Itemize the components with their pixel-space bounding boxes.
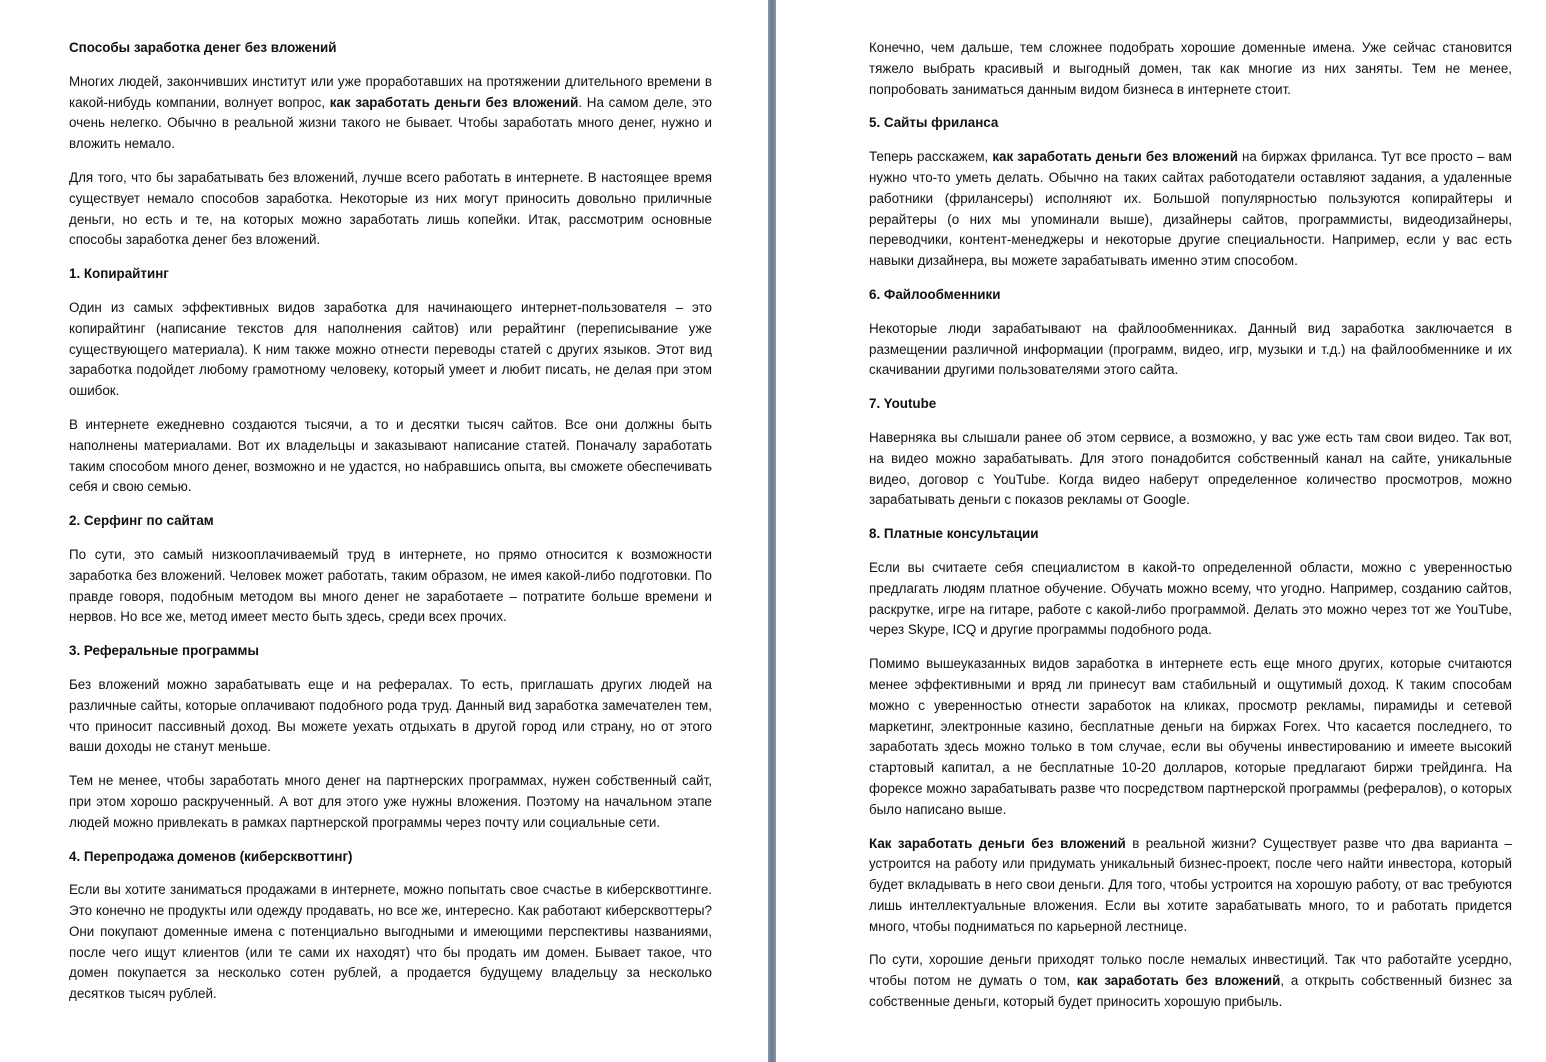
paragraph: Помимо вышеуказанных видов заработка в интернете есть еще много других, которые считаются менее эффективными и вряд ли принесут вам стабильный и ощутимый доход. К таким способам можно с уверенностью отнести заработок на кликах, просмотр рекламы, пирамиды и сетевой маркетинг, электронные казино, бесплатные деньги на биржах Forex. Что касается последнего, то заработать здесь можно только в том случае, если вы обучены инвестированию и имеете высокий стартовый капитал, а не бесплатные 10-20 долларов, которые предлагают биржи трейдинга. На форексе можно зарабатывать разве что посредством партнерской программы (рефералов), о которых было написано выше. [869, 656, 1512, 817]
paragraph: Один из самых эффективных видов заработка для начинающего интернет-пользователя – это копирайтинг (написание текстов для наполнения сайтов) или рерайтинг (переписывание уже существующего материала). К ним также можно отнести переводы статей с других языков. Этот вид заработка подойдет любому грамотному человеку, который умеет и любит писать, не делая при этом ошибок. [69, 299, 712, 399]
paragraph: По сути, это самый низкооплачиваемый труд в интернете, но прямо относится к возможности заработка без вложений. Человек может работать, таким образом, не имея какой-либо подготовки. По правде говоря, подобным методом вы много денег не заработаете – потратите больше времени и нервов. Но все же, метод имеет место быть здесь, среди всех прочих. [69, 546, 712, 625]
paragraph: Без вложений можно зарабатывать еще и на рефералах. То есть, приглашать других людей на различные сайты, которые оплачивают подобного рода труд. Данный вид заработка замечателен тем, что приносит пассивный доход. Вы можете уехать отдыхать в другой город или страну, но от этого ваши доходы не станут меньше. [69, 676, 712, 755]
heading-referrals: 3. Реферальные программы [69, 643, 259, 659]
heading-surfing: 2. Серфинг по сайтам [69, 513, 214, 529]
paragraph: По сути, хорошие деньги приходят только после немалых инвестиций. Так что работайте усердно, чтобы потом не думать о том, как заработать без вложений, а открыть собственный бизнес за собственные деньги, который будет приносить хорошую прибыль. [869, 952, 1512, 1010]
paragraph: Конечно, чем дальше, тем сложнее подобрать хорошие доменные имена. Уже сейчас становится тяжело выбрать красивый и выгодный домен, так как многие из них заняты. Тем не менее, попробовать заниматься данным видом бизнеса в интернете стоит. [869, 40, 1512, 97]
paragraph: В интернете ежедневно создаются тысячи, а то и десятки тысяч сайтов. Все они должны быть наполнены материалами. Вот их владельцы и заказывают написание статей. Поначалу заработать таким способом много денег, возможно и не удастся, но набравшись опыта, вы сможете обеспечивать себя и свою семью. [69, 416, 712, 495]
right-column [869, 38, 1512, 1026]
paragraph: Теперь расскажем, как заработать деньги без вложений на биржах фриланса. Тут все просто – вам нужно что-то уметь делать. Обычно на таких сайтах работодатели оставляют задания, а удаленные работники (фрилансеры) исполняют их. Большой популярностью пользуются копирайтеры и рерайтеры (о них мы упоминали выше), дизайнеры сайтов, программисты, видеодизайнеры, переводчики, контент-менеджеры и некоторые другие специальности. Например, если у вас есть навыки дизайнера, вы можете зарабатывать именно этим способом. [869, 149, 1513, 269]
heading-filesharing: 6. Файлообменники [869, 286, 1001, 302]
paragraph: Если вы хотите заниматься продажами в интернете, можно попытать свое счастье в киберсквоттинге. Это конечно не продукты или одежду продавать, но все же, интересно. Как работают киберсквоттеры? Они покупают доменные имена с потенциально выгодными и имеющими перспективы названиями, после чего ищут клиентов (или те сами их находят) что бы продать им домен. Бывает такое, что домен покупается за несколько сотен рублей, а продается будущему владельцу за несколько десятков тысяч рублей. [69, 882, 712, 1002]
right-page [776, 0, 1546, 1062]
paragraph: Если вы считаете себя специалистом в какой-то определенной области, можно с уверенностью предлагать людям платное обучение. Обучать можно всему, что угодно. Например, созданию сайтов, раскрутке, игре на гитаре, работе с какой-либо программой. Делать это можно через тот же YouTube, через Skype, ICQ и другие программы подобного рода. [869, 559, 1512, 638]
intro-paragraph: Многих людей, закончивших институт или уже проработавших на протяжении длительного времени в какой-нибудь компании, волнует вопрос, как заработать деньги без вложений. На самом деле, это очень нелегко. Обычно в реальной жизни такого не бывает. Чтобы заработать много денег, нужно и вложить немало. [69, 73, 712, 152]
heading-copywriting: 1. Копирайтинг [69, 266, 169, 282]
heading-domains: 4. Перепродажа доменов (киберсквоттинг) [69, 848, 353, 864]
intro-paragraph-2: Для того, что бы зарабатывать без вложений, лучше всего работать в интернете. В настоящее время существует немало способов заработка. Некоторые из них могут приносить довольно приличные деньги, но есть и те, на которых можно заработать лишь копейки. Итак, рассмотрим основные способы заработка денег без вложений. [69, 169, 712, 248]
left-column [69, 38, 712, 1018]
heading-freelance: 5. Сайты фриланса [869, 115, 999, 131]
heading-youtube: 7. Youtube [869, 396, 937, 412]
paragraph: Тем не менее, чтобы заработать много денег на партнерских программах, нужен собственный сайт, при этом хорошо раскрученный. А вот для этого уже нужны вложения. Поэтому на начальном этапе людей можно привлекать в рамках партнерской программы через почту или социальные сети. [69, 773, 712, 830]
paragraph: Как заработать деньги без вложений в реальной жизни? Существует разве что два варианта – устроится на работу или придумать уникальный бизнес-проект, после чего найти инвестора, который будет вкладывать в него свои деньги. Для того, чтобы устроится на хорошую работу, от вас требуются лишь интеллектуальные вложения. Если вы хотите зарабатывать много, то и работать придется много, чтобы подниматься по карьерной лестнице. [869, 835, 1512, 934]
heading-consulting: 8. Платные консультации [869, 526, 1039, 542]
document-title: Способы заработка денег без вложений [69, 40, 337, 55]
paragraph: Некоторые люди зарабатывают на файлообменниках. Данный вид заработка заключается в размещении различной информации (программ, видео, игр, музыки и т.д.) на файлообменнике и их скачивании другими пользователями этого сайта. [869, 320, 1512, 378]
page-divider [768, 0, 776, 1062]
paragraph: Наверняка вы слышали ранее об этом сервисе, а возможно, у вас уже есть там свои видео. Так вот, на видео можно зарабатывать. Для этого понадобится собственный канал на сайте, уникальные видео, договор с YouTube. Когда видео наберут определенное количество просмотров, можно зарабатывать деньги с показов рекламы от Google. [869, 429, 1512, 508]
left-page [0, 0, 768, 1062]
